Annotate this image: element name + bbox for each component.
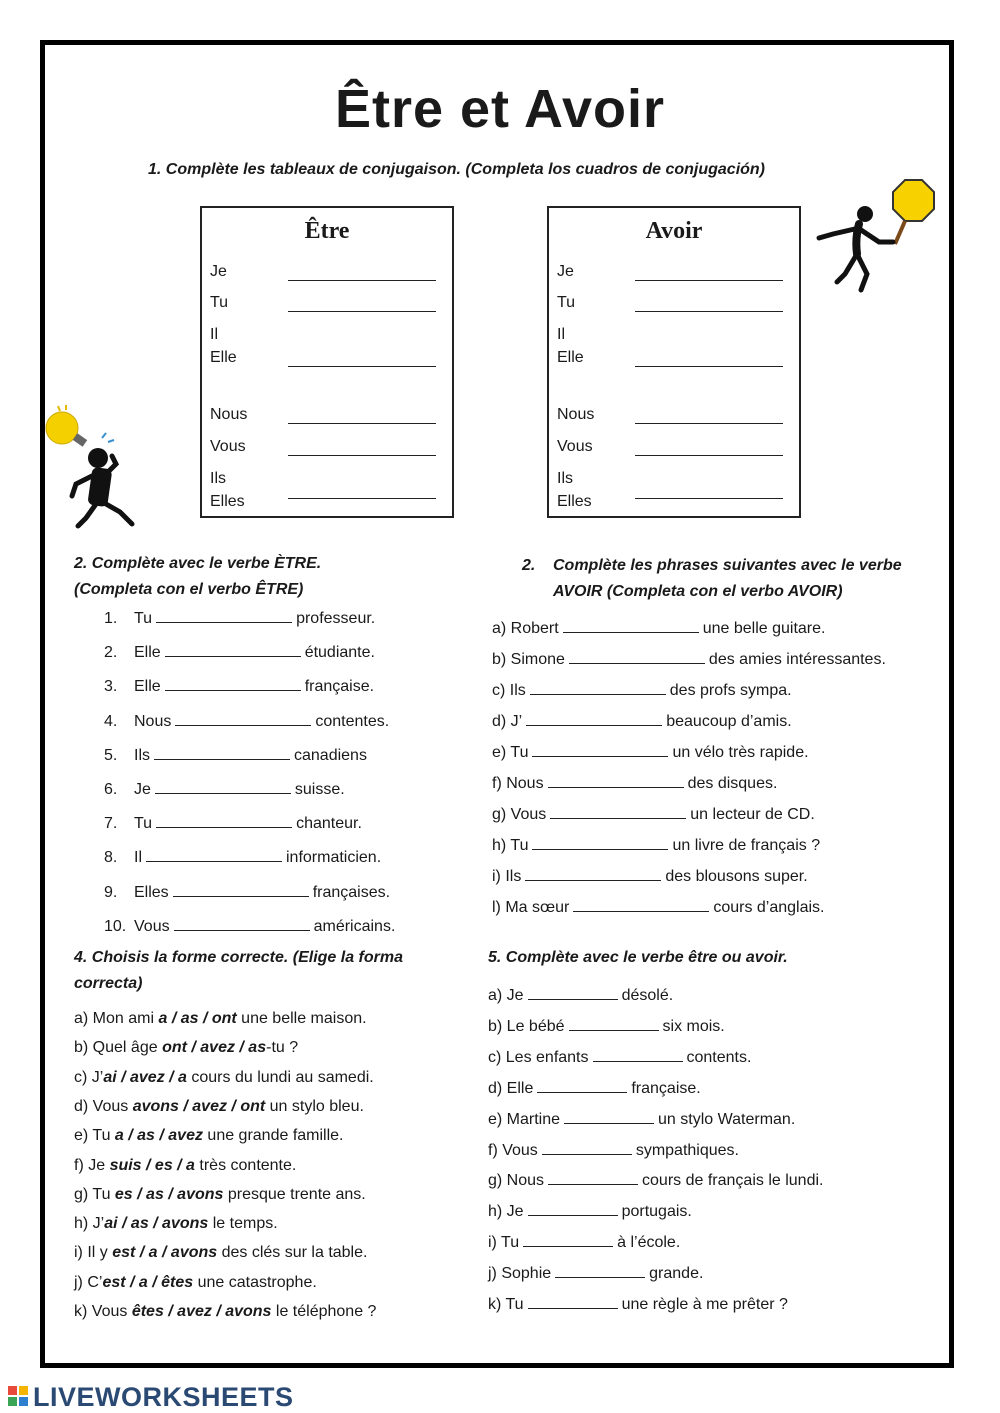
item-end: grande.	[649, 1265, 704, 1283]
section2-heading-translation: (Completa con el verbo ÊTRE)	[74, 581, 304, 598]
item-end: professeur.	[296, 610, 376, 627]
answer-blank[interactable]	[550, 804, 686, 819]
item-start: e) Martine	[488, 1110, 561, 1128]
choice-options[interactable]: a / as / ont	[158, 1010, 237, 1027]
list-item	[104, 916, 395, 936]
list-item	[74, 1039, 298, 1057]
conjugation-table-avoir	[547, 206, 801, 518]
choice-options[interactable]: suis / es / a	[109, 1156, 195, 1174]
list-item	[492, 804, 815, 824]
pronoun: Tu	[557, 294, 576, 311]
answer-blank[interactable]	[156, 813, 292, 828]
list-item	[104, 676, 374, 696]
item-number: 3.	[104, 678, 118, 696]
item-start: Nous	[134, 712, 172, 730]
item-start: a) Robert	[492, 620, 559, 637]
table-heading: Avoir	[645, 218, 703, 244]
answer-blank[interactable]	[532, 835, 668, 850]
answer-blank[interactable]	[548, 1170, 638, 1185]
item-end: informaticien.	[286, 849, 382, 867]
item-end: chanteur.	[296, 815, 362, 833]
item-number: 2.	[104, 644, 118, 662]
item-start: Je	[134, 781, 151, 798]
answer-blank[interactable]	[593, 1047, 683, 1062]
answer-blank[interactable]	[288, 366, 436, 367]
section2-heading: 2. Complète avec le verbe ÈTRE.	[74, 555, 322, 572]
pronoun: Nous	[557, 406, 595, 423]
item-end: des profs sympa.	[669, 682, 792, 699]
list-item	[74, 1098, 364, 1116]
answer-blank[interactable]	[173, 882, 309, 897]
item-end: beaucoup d’amis.	[666, 713, 792, 730]
answer-blank[interactable]	[165, 642, 301, 657]
item-start: b) Le bébé	[488, 1017, 565, 1035]
section1-instruction: 1. Complète les tableaux de conjugaison. (Completa los cuadros de conjugación)	[148, 161, 766, 178]
list-item	[492, 618, 825, 638]
pronoun: Ils	[210, 470, 226, 487]
item-start: h) Tu	[492, 837, 529, 854]
answer-blank[interactable]	[174, 916, 310, 931]
item-end: sympathiques.	[635, 1141, 739, 1159]
list-item	[74, 1157, 296, 1175]
item-start: Tu	[134, 815, 153, 833]
item-start: Elles	[134, 883, 169, 901]
answer-blank[interactable]	[555, 1263, 645, 1278]
item-end: cours d’anglais.	[713, 899, 825, 916]
answer-blank[interactable]	[526, 711, 662, 726]
answer-blank[interactable]	[528, 985, 618, 1000]
item-number: 7.	[104, 815, 118, 833]
item-number: 8.	[104, 849, 118, 867]
list-item	[492, 742, 809, 762]
answer-blank[interactable]	[156, 608, 292, 623]
pronoun: Je	[210, 263, 227, 280]
item-start: Tu	[134, 610, 153, 627]
item-end: une règle à me prêter ?	[621, 1296, 788, 1313]
item-start: f) Je	[74, 1156, 110, 1174]
item-end: contents.	[686, 1048, 752, 1066]
section4-heading: 4. Choisis la forme correcte. (Elige la forma	[74, 949, 403, 966]
list-item	[74, 1244, 367, 1262]
answer-blank[interactable]	[635, 423, 783, 424]
answer-blank[interactable]	[635, 280, 783, 281]
item-end: presque trente ans.	[223, 1185, 366, 1203]
item-start: a) Mon ami	[74, 1010, 159, 1027]
item-end: très contente.	[194, 1156, 297, 1174]
item-start: j) Sophie	[488, 1265, 552, 1283]
list-item	[104, 779, 345, 799]
pronoun: Elles	[210, 493, 245, 510]
list-item	[74, 1215, 278, 1233]
item-end: cours de français le lundi.	[642, 1172, 824, 1190]
item-start: a) Je	[488, 987, 524, 1004]
list-item	[488, 985, 673, 1005]
list-item	[488, 1078, 701, 1098]
item-end: portugais.	[621, 1203, 692, 1221]
choice-options[interactable]: avons / avez / ont	[132, 1097, 266, 1115]
pronoun: Tu	[210, 294, 229, 311]
item-start: f) Vous	[488, 1141, 538, 1159]
item-end: une belle maison.	[236, 1010, 367, 1027]
choice-options[interactable]: ai / avez / a	[103, 1068, 187, 1086]
section4-heading-translation: correcta)	[74, 975, 143, 992]
answer-blank[interactable]	[288, 280, 436, 281]
choice-options[interactable]: ont / avez / as	[162, 1039, 267, 1057]
list-item	[488, 1170, 823, 1190]
pronoun: Il	[210, 326, 218, 343]
pronoun: Vous	[210, 438, 246, 455]
list-item	[488, 1201, 692, 1221]
item-start: Elle	[134, 678, 161, 696]
item-start: i) Il y	[74, 1244, 113, 1262]
item-start: d) Vous	[74, 1097, 133, 1115]
item-end: suisse.	[294, 781, 345, 798]
list-item	[488, 1109, 795, 1129]
stick-figure-sign-icon	[815, 176, 940, 296]
list-item	[104, 711, 389, 731]
conjugation-table-etre	[200, 206, 454, 518]
list-item	[74, 1127, 344, 1145]
list-item	[488, 1016, 725, 1036]
list-item	[104, 608, 375, 628]
item-number: 6.	[104, 781, 118, 798]
item-start: b) Quel âge	[74, 1039, 163, 1057]
item-end: une belle guitare.	[702, 620, 826, 637]
answer-blank[interactable]	[635, 455, 783, 456]
list-item	[104, 642, 375, 662]
answer-blank[interactable]	[523, 1232, 613, 1247]
item-end: le temps.	[208, 1215, 278, 1233]
item-start: g) Tu	[74, 1185, 115, 1203]
pronoun: Elle	[557, 349, 584, 366]
answer-blank[interactable]	[635, 366, 783, 367]
item-start: e) Tu	[74, 1127, 115, 1145]
item-end: canadiens	[294, 746, 367, 764]
item-end: des blousons super.	[665, 868, 808, 885]
section3-heading: Complète les phrases suivantes avec le verbe	[553, 557, 902, 574]
item-start: f) Nous	[492, 775, 544, 792]
section5-heading: 5. Complète avec le verbe être ou avoir.	[488, 949, 788, 966]
item-end: à l’école.	[617, 1234, 681, 1252]
item-end: française.	[304, 678, 375, 696]
table-heading: Être	[304, 218, 350, 244]
item-end: étudiante.	[304, 644, 375, 662]
answer-blank[interactable]	[528, 1294, 618, 1309]
item-start: c) Ils	[492, 682, 526, 699]
list-item	[488, 1047, 751, 1067]
item-end: des amies intéressantes.	[708, 651, 886, 668]
item-end: une grande famille.	[202, 1127, 344, 1145]
item-start: g) Vous	[492, 806, 547, 823]
choice-options[interactable]: ai / as / avons	[104, 1215, 209, 1233]
list-item	[492, 649, 886, 669]
pronoun: Elles	[557, 493, 592, 510]
answer-blank[interactable]	[146, 847, 282, 862]
item-number: 9.	[104, 883, 118, 901]
item-start: b) Simone	[492, 651, 565, 668]
item-end: française.	[631, 1079, 701, 1097]
item-end: des clés sur la table.	[217, 1244, 368, 1262]
item-end: françaises.	[312, 883, 391, 901]
answer-blank[interactable]	[165, 676, 301, 691]
pronoun: Elle	[210, 349, 237, 366]
answer-blank[interactable]	[564, 1109, 654, 1124]
answer-blank[interactable]	[635, 311, 783, 312]
item-start: i) Ils	[492, 868, 522, 885]
answer-blank[interactable]	[155, 779, 291, 794]
item-number: 5.	[104, 746, 118, 764]
item-end: le téléphone ?	[271, 1303, 377, 1320]
list-item	[74, 1303, 376, 1321]
item-end: six mois.	[662, 1017, 725, 1035]
answer-blank[interactable]	[573, 897, 709, 912]
answer-blank[interactable]	[569, 649, 705, 664]
item-start: h) Je	[488, 1203, 524, 1221]
answer-blank[interactable]	[288, 311, 436, 312]
list-item	[488, 1140, 739, 1160]
liveworksheets-logo	[8, 1382, 294, 1413]
item-end: un lecteur de CD.	[690, 806, 815, 823]
list-item	[492, 866, 808, 886]
item-end: désolé.	[621, 987, 674, 1004]
brand-name: LIVEWORKSHEETS	[33, 1382, 294, 1412]
answer-blank[interactable]	[288, 498, 436, 499]
item-end: cours du lundi au samedi.	[186, 1068, 374, 1086]
item-number: 4.	[104, 712, 118, 730]
answer-blank[interactable]	[175, 711, 311, 726]
choice-options[interactable]: a / as / avez	[114, 1127, 203, 1145]
item-start: c) J’	[74, 1068, 104, 1086]
item-end: un vélo très rapide.	[672, 744, 809, 761]
item-end: -tu ?	[266, 1039, 299, 1057]
answer-blank[interactable]	[528, 1201, 618, 1216]
item-end: américains.	[313, 917, 396, 935]
answer-blank[interactable]	[569, 1016, 659, 1031]
item-start: Vous	[134, 917, 170, 935]
answer-blank[interactable]	[288, 455, 436, 456]
list-item	[74, 1010, 367, 1028]
answer-blank[interactable]	[635, 498, 783, 499]
item-start: l) Ma sœur	[492, 899, 570, 916]
choice-options[interactable]: est / a / avons	[112, 1244, 218, 1262]
list-item	[488, 1294, 788, 1314]
item-start: g) Nous	[488, 1172, 545, 1190]
list-item	[488, 1232, 680, 1252]
item-start: k) Tu	[488, 1296, 524, 1313]
pronoun: Ils	[557, 470, 573, 487]
worksheet-title: Être et Avoir	[334, 79, 666, 139]
item-start: Elle	[134, 644, 161, 662]
lightbulb-figure-icon	[40, 400, 145, 535]
list-item	[74, 1186, 366, 1204]
choice-options[interactable]: es / as / avons	[114, 1185, 224, 1203]
answer-blank[interactable]	[563, 618, 699, 633]
section3-heading-num: 2.	[522, 557, 536, 574]
item-start: c) Les enfants	[488, 1048, 589, 1066]
answer-blank[interactable]	[537, 1078, 627, 1093]
answer-blank[interactable]	[532, 742, 668, 757]
liveworksheets-icon	[8, 1386, 30, 1408]
answer-blank[interactable]	[154, 745, 290, 760]
item-end: une catastrophe.	[193, 1273, 317, 1291]
item-number: 1.	[104, 610, 118, 627]
answer-blank[interactable]	[525, 866, 661, 881]
choice-options[interactable]: est / a / êtes	[102, 1273, 194, 1291]
item-number: 10.	[104, 917, 127, 935]
list-item	[104, 813, 362, 833]
item-start: h) J’	[74, 1215, 105, 1233]
answer-blank[interactable]	[548, 773, 684, 788]
section3-heading-translation: AVOIR (Completa con el verbo AVOIR)	[553, 583, 843, 600]
item-end: des disques.	[687, 775, 778, 792]
item-start: i) Tu	[488, 1234, 520, 1252]
item-start: e) Tu	[492, 744, 529, 761]
list-item	[492, 773, 777, 793]
list-item	[488, 1263, 703, 1283]
answer-blank[interactable]	[530, 680, 666, 695]
pronoun: Il	[557, 326, 565, 343]
answer-blank[interactable]	[542, 1140, 632, 1155]
list-item	[104, 745, 367, 765]
choice-options[interactable]: êtes / avez / avons	[131, 1303, 272, 1320]
list-item	[104, 882, 390, 902]
item-start: k) Vous	[74, 1303, 132, 1320]
item-start: Ils	[134, 746, 150, 764]
list-item	[104, 847, 381, 867]
pronoun: Vous	[557, 438, 593, 455]
pronoun: Nous	[210, 406, 248, 423]
item-start: d) Elle	[488, 1079, 534, 1097]
list-item	[492, 680, 792, 700]
item-end: contentes.	[315, 712, 390, 730]
answer-blank[interactable]	[288, 423, 436, 424]
pronoun: Je	[557, 263, 574, 280]
item-end: un stylo bleu.	[265, 1097, 364, 1115]
item-end: un stylo Waterman.	[658, 1110, 796, 1128]
list-item	[492, 711, 792, 731]
list-item	[492, 897, 825, 917]
list-item	[492, 835, 820, 855]
item-start: j) C’	[74, 1273, 103, 1291]
item-start: Il	[134, 849, 142, 867]
list-item	[74, 1274, 317, 1292]
item-start: d) J’	[492, 713, 523, 730]
list-item	[74, 1069, 374, 1087]
item-end: un livre de français ?	[672, 837, 821, 854]
